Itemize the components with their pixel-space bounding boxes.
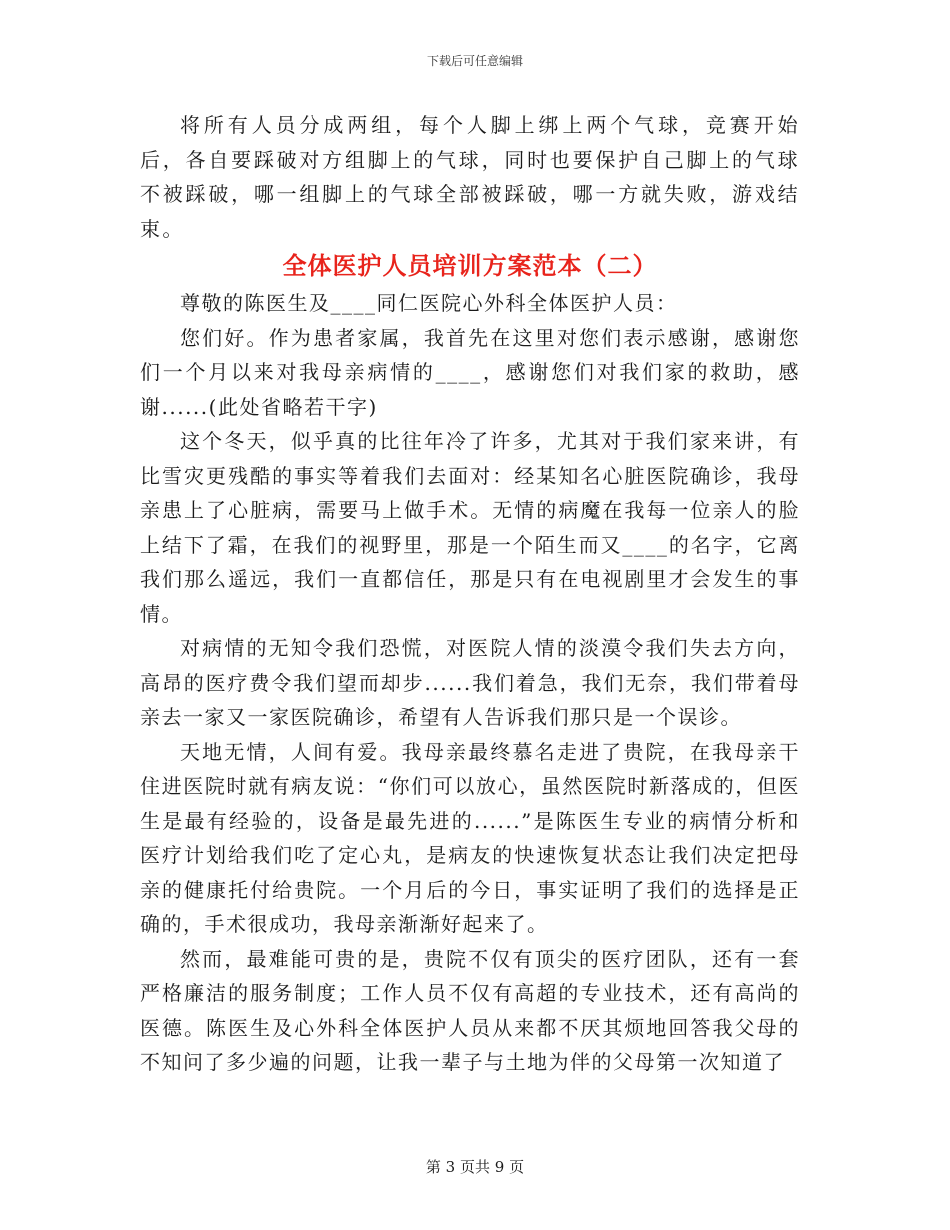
intro-paragraph: 将所有人员分成两组，每个人脚上绑上两个气球，竞赛开始后，各自要踩破对方组脚上的气球，同时也要保护自己脚上的气球不被踩破，哪一组脚上的气球全部被踩破，哪一方就失败，游戏结束。 [140,113,800,241]
body-paragraph: 天地无情，人间有爱。我母亲最终慕名走进了贵院，在我母亲干住进医院时就有病友说：“你们可以放心，虽然医院时新落成的，但医生是最有经验的，设备是最先进的......”是陈医生专业的病情分析和医疗计划给我们吃了定心丸，是病友的快速恢复状态让我们决定把母亲的健康托付给贵院。一个月后的今日，事实证明了我们的选择是正确的，手术很成功，我母亲渐渐好起来了。 [140,739,800,936]
document-body [140,108,800,1080]
salutation-paragraph: 尊敬的陈医生及____同仁医院心外科全体医护人员： [180,291,678,315]
body-paragraph: 对病情的无知令我们恐慌，对医院人情的淡漠令我们失去方向，高昂的医疗费令我们望而却步......我们着急，我们无奈，我们带着母亲去一家又一家医院确诊，希望有人告诉我们那只是一个误诊。 [140,636,800,729]
body-paragraph: 您们好。作为患者家属，我首先在这里对您们表示感谢，感谢您们一个月以来对我母亲病情的____，感谢您们对我们家的救助，感谢......(此处省略若干字) [140,325,800,419]
body-paragraph: 然而，最难能可贵的是，贵院不仅有顶尖的医疗团队，还有一套严格廉洁的服务制度；工作人员不仅有高超的专业技术，还有高尚的医德。陈医生及心外科全体医护人员从来都不厌其烦地回答我父母的不知问了多少遍的问题，让我一辈子与土地为伴的父母第一次知道了 [140,946,800,1074]
page-header-note: 下载后可任意编辑 [426,54,523,68]
page-number-footer: 第 3 页共 9 页 [425,1158,525,1176]
document-title: 全体医护人员培训方案范本（二） [282,251,658,280]
body-paragraph: 这个冬天，似乎真的比往年冷了许多，尤其对于我们家来讲，有比雪灾更残酷的事实等着我们去面对：经某知名心脏医院确诊，我母亲患上了心脏病，需要马上做手术。无情的病魔在我每一位亲人的脸上结下了霜，在我们的视野里，那是一个陌生而又____的名字，它离我们那么遥远，我们一直都信任，那是只有在电视剧里才会发生的事情。 [140,429,800,626]
